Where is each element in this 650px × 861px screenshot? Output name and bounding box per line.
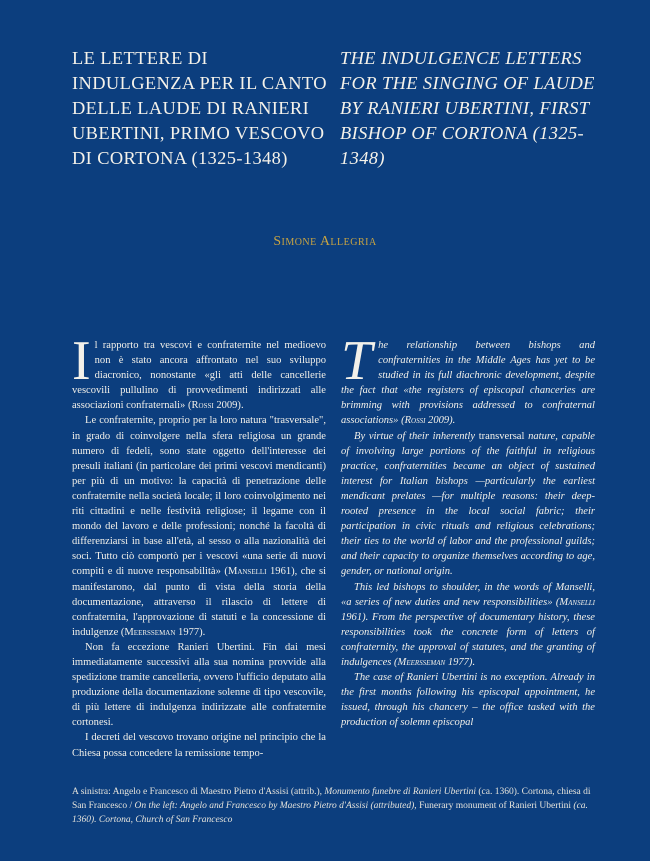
title-english: THE INDULGENCE LETTERS FOR THE SINGING OF LAUDE BY RANIERI UBERTINI, FIRST BISHOP OF CORTONA (1325-1348) xyxy=(340,48,595,168)
title-italian: LE LETTERE DI INDULGENZA PER IL CANTO DELLE LAUDE DI RANIERI UBERTINI, PRIMO VESCOVO DI CORTONA (1325-1348) xyxy=(72,48,327,168)
italian-paragraph-2: Le confraternite, proprio per la loro natura "trasversale", in grado di coinvolgere nella sfera religiosa un grande numero di fedeli, sono state oggetto dell'interesse dei presuli italiani (in particolare dei primi vescovi mendicanti) per più di un motivo: la capacità di penetrazione delle confraternite nella società locale; il loro coinvolgimento nei riti cittadini e nelle festività religiose; il legame con il mondo del lavoro e delle professioni; nonché la facoltà di differenziarsi in base all'età, al sesso o alla nazionalità dei soci. Tutto ciò comportò per i vescovi «una serie di nuovi compiti e di nuove responsabilità» (Manselli 1961), che si manifestarono, dal punto di vista della storia della documentazione, attraverso il rilascio di lettere di confraternita, l'approvazione di statuti e la concessione di indulgenze (Meersseman 1977). xyxy=(72,415,327,638)
drop-cap: T xyxy=(341,330,373,392)
italian-paragraph-1: Il rapporto tra vescovi e confraternite nel medioevo non è stato ancora affrontato nel suo sviluppo diacronico, nonostante «gli atti delle cancellerie vescovili pullulino di provvedimenti indirizzati alle associazioni confraternali» (Rossi 2009). xyxy=(72,330,326,412)
citation: Rossi xyxy=(404,415,426,427)
english-column xyxy=(341,330,595,730)
italian-column xyxy=(72,330,327,761)
english-paragraph-2: By virtue of their inherently transversal nature, capable of involving large portions of the faithful in religious practice, confraternities became an object of sustained interest for Italian bishops —particularly the earliest mendicant prelates —for multiple reasons: their deep-rooted presence in the local social fabric; their participation in civic rituals and religious celebrations; their ties to the world of labor and the professional guilds; and their capacity to organize themselves according to age, gender, or national origin. xyxy=(341,430,595,578)
english-paragraph-4: The case of Ranieri Ubertini is no exception. Already in the first months following his episcopal appointment, he issued, through his chancery – the office tasked with the production of solemn episcopal xyxy=(341,672,595,729)
italian-paragraph-3: Non fa eccezione Ranieri Ubertini. Fin dai mesi immediatamente successivi alla sua nomina provvide alla spedizione tramite cancelleria, ovvero l'ufficio deputato alla produzione della documentazione solenne di tipo vescovile, di più lettere di indulgenza indirizzate alle confraternite cortonesi. xyxy=(72,641,326,729)
citation: Meersseman xyxy=(124,626,176,638)
italian-paragraph-4: I decreti del vescovo trovano origine nel principio che la Chiesa possa concedere la remissione tempo- xyxy=(72,732,326,759)
citation: Rossi xyxy=(191,400,214,412)
english-paragraph-3: This led bishops to shoulder, in the words of Manselli, «a series of new duties and new responsibilities» (Manselli 1961). From the perspective of documentary history, these responsibilities took the concrete form of letters of confraternity, the approval of statutes, and the granting of indulgences (Meersseman 1977). xyxy=(341,581,595,668)
citation: Manselli xyxy=(559,596,595,608)
image-caption: A sinistra: Angelo e Francesco di Maestro Pietro d'Assisi (attrib.), Monumento funebre di Ranieri Ubertini (ca. 1360). Cortona, chiesa di San Francesco / On the left: Angelo and Francesco by Maestro Pietro d'Assisi (attributed), Funerary monument of Ranieri Ubertini (ca. 1360). Cortona, Church of San Francesco xyxy=(72,787,591,825)
author-name: Simone Allegria xyxy=(273,233,377,248)
english-paragraph-1: The relationship between bishops and confraternities in the Middle Ages has yet to be studied in its full diachronic development, despite the fact that «the registers of episcopal chanceries are brimming with provisions addressed to confraternal associations» (Rossi 2009). xyxy=(341,330,595,427)
citation: Manselli xyxy=(227,566,267,578)
citation: Meersseman xyxy=(397,656,446,668)
drop-cap: I xyxy=(72,330,91,392)
